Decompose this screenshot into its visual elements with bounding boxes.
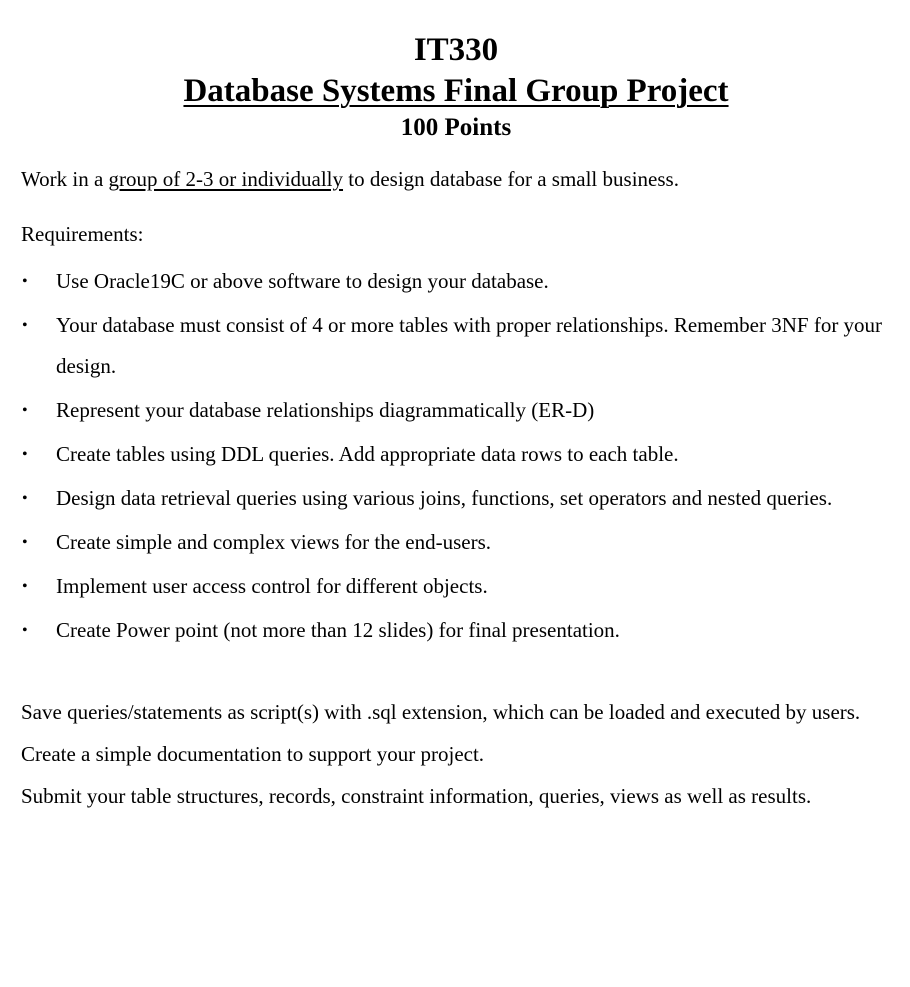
list-item-text: Create Power point (not more than 12 slides) for final presentation. (56, 618, 620, 642)
intro-paragraph (21, 165, 891, 193)
intro-suffix: to design database for a small business. (343, 167, 679, 191)
list-item (21, 478, 891, 519)
course-code: IT330 (413, 32, 499, 68)
list-item-text: Implement user access control for different objects. (56, 574, 488, 598)
list-item-text: Represent your database relationships diagrammatically (ER-D) (56, 398, 595, 422)
list-item (21, 434, 891, 475)
closing-paragraph: Save queries/statements as script(s) with .sql extension, which can be loaded and executed by users. (21, 700, 861, 724)
requirements-list (21, 261, 891, 651)
intro-group-size: group of 2-3 or individually (108, 167, 344, 191)
title-block (21, 30, 891, 144)
list-item (21, 566, 891, 607)
document-page (21, 30, 891, 817)
list-item-text: Use Oracle19C or above software to design your database. (56, 269, 549, 293)
bullet-icon: • (22, 402, 28, 419)
list-item (21, 390, 891, 431)
list-item-text: Design data retrieval queries using various joins, functions, set operators and nested queries. (56, 486, 833, 510)
closing-paragraph: Submit your table structures, records, constraint information, queries, views as well as results. (21, 784, 812, 808)
list-item-text: Create tables using DDL queries. Add appropriate data rows to each table. (56, 442, 679, 466)
list-item (21, 261, 891, 302)
list-item (21, 610, 891, 651)
bullet-icon: • (22, 490, 28, 507)
list-item (21, 305, 891, 387)
list-item-text: Your database must consist of 4 or more tables with proper relationships. Remember 3NF for your design. (56, 313, 883, 378)
bullet-icon: • (22, 273, 28, 290)
project-title: Database Systems Final Group Project (183, 73, 729, 109)
bullet-icon: • (22, 446, 28, 463)
closing-section (21, 691, 891, 817)
points-label: 100 Points (400, 114, 512, 141)
intro-prefix: Work in a (21, 167, 109, 191)
list-item-text: Create simple and complex views for the end-users. (56, 530, 492, 554)
bullet-icon: • (22, 317, 28, 334)
bullet-icon: • (22, 534, 28, 551)
bullet-icon: • (22, 578, 28, 595)
list-item (21, 522, 891, 563)
bullet-icon: • (22, 622, 28, 639)
requirements-heading: Requirements: (21, 222, 144, 246)
closing-paragraph: Create a simple documentation to support your project. (21, 742, 485, 766)
